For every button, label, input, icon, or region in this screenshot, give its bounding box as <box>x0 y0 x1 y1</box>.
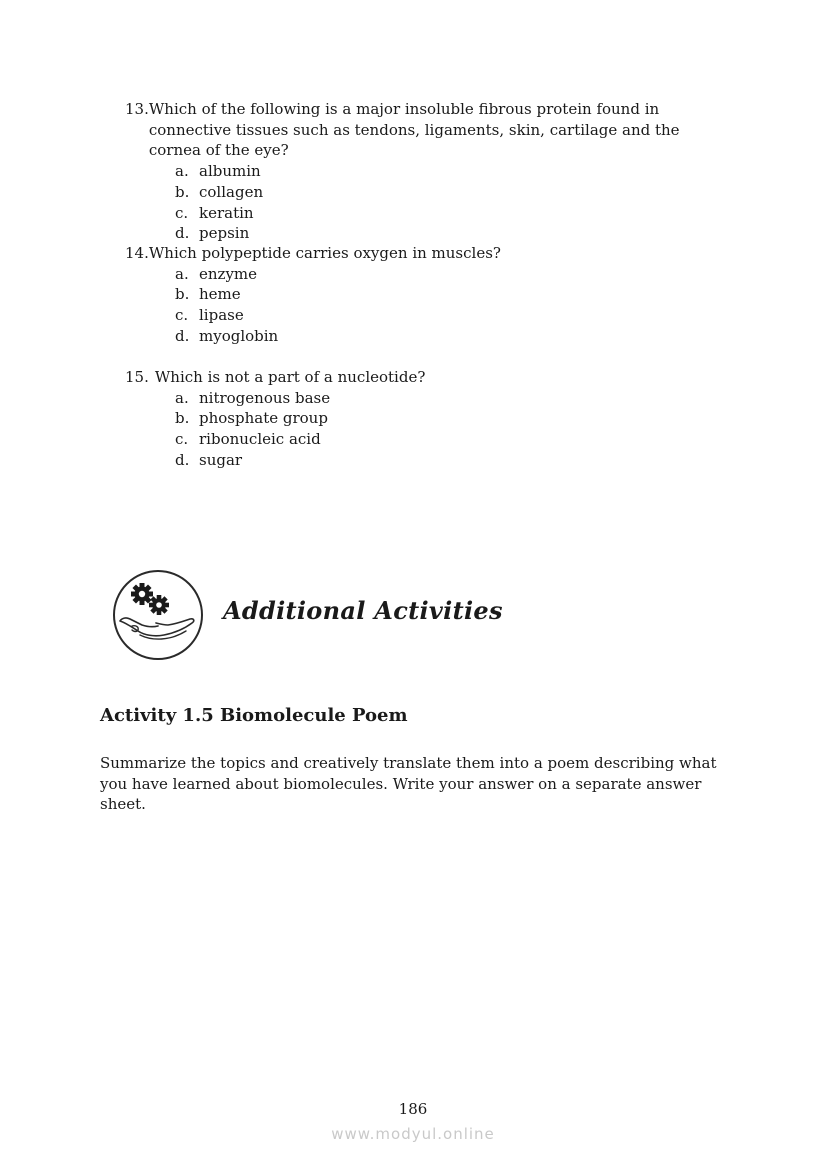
option-letter: a. <box>175 264 189 283</box>
question-stem <box>125 243 735 264</box>
question-stem <box>125 99 735 161</box>
option-d <box>175 223 735 244</box>
option-a <box>175 161 735 182</box>
option-b <box>175 284 735 305</box>
option-text: phosphate group <box>199 409 328 428</box>
option-c <box>175 203 735 224</box>
question-stem <box>125 367 735 388</box>
option-letter: b. <box>175 409 190 428</box>
question-14 <box>125 243 735 347</box>
section-title: Additional Activities <box>223 596 503 625</box>
option-a <box>175 264 735 285</box>
option-d <box>175 450 735 471</box>
option-b <box>175 408 735 429</box>
option-letter: d. <box>175 224 190 243</box>
option-text: myoglobin <box>199 326 279 345</box>
gears-hand-icon <box>112 569 204 661</box>
option-text: sugar <box>199 450 243 469</box>
option-a <box>175 388 735 409</box>
option-text: lipase <box>199 306 244 325</box>
option-list <box>125 161 735 244</box>
question-number: 14. <box>125 244 149 262</box>
question-number: 13. <box>125 100 149 118</box>
option-text: nitrogenous base <box>199 388 331 407</box>
option-c <box>175 429 735 450</box>
option-letter: b. <box>175 285 190 304</box>
option-list <box>125 264 735 347</box>
option-letter: c. <box>175 306 189 325</box>
question-text: Which polypeptide carries oxygen in muscles? <box>148 244 501 262</box>
option-letter: a. <box>175 162 189 181</box>
option-text: ribonucleic acid <box>199 430 321 449</box>
option-text: keratin <box>199 203 254 222</box>
option-text: collagen <box>199 182 264 201</box>
watermark: www.modyul.online <box>331 1125 495 1143</box>
option-b <box>175 182 735 203</box>
question-text: Which of the following is a major insoluble fibrous protein found in connective tissues such as tendons, ligaments, skin, cartilage and the cornea of the eye? <box>148 100 680 160</box>
question-15 <box>125 367 735 471</box>
option-list <box>125 388 735 471</box>
option-text: pepsin <box>199 224 250 243</box>
option-letter: b. <box>175 182 190 201</box>
option-letter: c. <box>175 430 189 449</box>
question-text: Which is not a part of a nucleotide? <box>154 368 426 386</box>
option-text: enzyme <box>199 264 258 283</box>
page-number: 186 <box>398 1100 428 1118</box>
option-text: heme <box>199 285 241 304</box>
option-text: albumin <box>199 162 261 181</box>
option-letter: a. <box>175 388 189 407</box>
option-d <box>175 326 735 347</box>
option-letter: d. <box>175 326 190 345</box>
question-13 <box>125 99 735 244</box>
activity-instructions: Summarize the topics and creatively translate them into a poem describing what you have learned about biomolecules. Write your answer on a separate answer sheet. <box>100 754 717 814</box>
option-c <box>175 305 735 326</box>
activity-heading: Activity 1.5 Biomolecule Poem <box>100 705 408 726</box>
option-letter: c. <box>175 203 189 222</box>
option-letter: d. <box>175 450 190 469</box>
question-number: 15. <box>125 368 149 386</box>
